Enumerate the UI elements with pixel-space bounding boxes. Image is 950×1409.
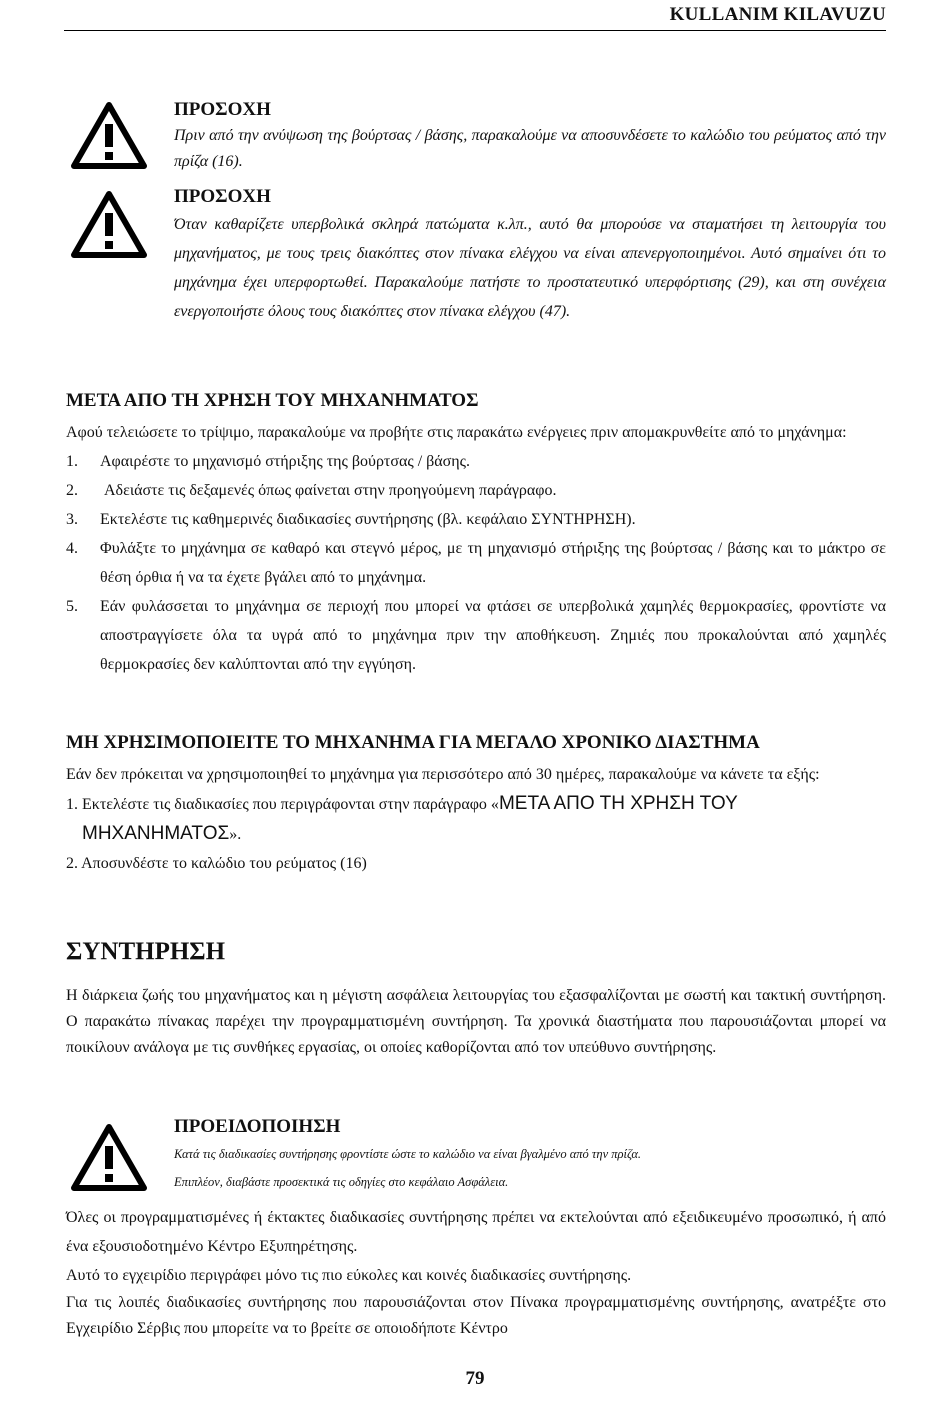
caution-text: Πριν από την ανύψωση της βούρτσας / βάσης, παρακαλούμε να αποσυνδέσετε το καλώδιο του ρεύματος από την πρίζα (16). [174,127,886,170]
after-use-steps [66,447,886,679]
section-heading: ΣΥΝΤΗΡΗΣΗ [66,938,226,965]
warning-text: Κατά τις διαδικασίες συντήρησης φροντίστε ώστε το καλώδιο να είναι βγαλμένο από την πρίζα. [174,1147,642,1161]
list-item: 4. Φυλάξτε το μηχάνημα σε καθαρό και στεγνό μέρος, με τη μηχανισμό στήριξης της βούρτσας / βάσης και το μάκτρο σε θέση όρθια ή να τα έχετε βγάλει από το μηχάνημα. [66,540,886,586]
warning-title: ΠΡΟΕΙΔΟΠΟΙΗΣΗ [174,1116,341,1137]
section-intro: Εάν δεν πρόκειται να χρησιμοποιηθεί το μηχάνημα για περισσότερο από 30 ημέρες, παρακαλούμε να κάνετε τα εξής: [66,766,820,783]
caution-block-1 [174,97,886,175]
page-number: 79 [465,1368,485,1389]
warning-text: Επιπλέον, διαβάστε προσεκτικά τις οδηγίες στο κεφάλαιο Ασφάλεια. [174,1175,509,1189]
long-storage-steps [66,789,886,878]
caution-title: ΠΡΟΣΟΧΗ [174,186,271,207]
list-item: 2. Αποσυνδέστε το καλώδιο του ρεύματος (16) [66,855,367,872]
caution-block-2 [174,184,886,326]
list-item: 2. Αδειάστε τις δεξαμενές όπως φαίνεται στην προηγούμενη παράγραφο. [66,482,557,499]
warning-triangle-icon [70,1122,148,1192]
paragraph: Όλες οι προγραμματισμένες ή έκτακτες διαδικασίες συντήρησης πρέπει να εκτελούνται από εξειδικευμένο προσωπικό, ή από ένα εξουσιοδοτημένο Κέντρο Εξυπηρέτησης. [66,1209,886,1255]
page-header [64,0,886,31]
closing-text [66,1203,886,1342]
warning-triangle-icon [70,189,148,259]
section-intro: Η διάρκεια ζωής του μηχανήματος και η μέγιστη ασφάλεια λειτουργίας του εξασφαλίζονται με σωστή και τακτική συντήρηση. Ο παρακάτω πίνακας παρέχει την προγραμματισμένη συντήρηση. Τα χρονικά διαστήματα που παρουσιάζονται μπορεί να ποικίλουν ανάλογα με τις συνθήκες εργασίας, οι οποίες καθορίζονται από τον υπεύθυνο συντήρησης. [66,987,886,1056]
section-heading: ΜΕΤΑ ΑΠΟ ΤΗ ΧΡΗΣΗ ΤΟΥ ΜΗΧΑΝΗΜΑΤΟΣ [66,390,479,411]
section-reference: ΜΕΤΑ ΑΠΟ ΤΗ ΧΡΗΣΗ ΤΟΥ ΜΗΧΑΝΗΜΑΤΟΣ [82,793,738,844]
paragraph: Αυτό το εγχειρίδιο περιγράφει μόνο τις πιο εύκολες και κοινές διαδικασίες συντήρησης. [66,1267,632,1284]
after-use-section [66,389,886,679]
manual-title: KULLANIM KILAVUZU [669,4,886,25]
warning-triangle-icon [70,100,148,170]
list-item: 1. Εκτελέστε τις διαδικασίες που περιγράφονται στην παράγραφο «ΜΕΤΑ ΑΠΟ ΤΗ ΧΡΗΣΗ ΤΟΥ ΜΗΧΑΝΗΜΑΤΟΣ». [66,793,738,844]
warning-block [174,1114,886,1196]
paragraph: Για τις λοιπές διαδικασίες συντήρησης που παρουσιάζονται στον Πίνακα προγραμματισμένης συντήρησης, ανατρέξτε στο Εγχειρίδιο Σέρβις που μπορείτε να το βρείτε σε οποιοδήποτε Κέντρο [66,1294,886,1337]
list-item: 1. Αφαιρέστε το μηχανισμό στήριξης της βούρτσας / βάσης. [66,453,470,470]
caution-text: Όταν καθαρίζετε υπερβολικά σκληρά πατώματα κ.λπ., αυτό θα μπορούσε να σταματήσει τη λειτουργία του μηχανήματος, με τους τρεις διακόπτες στον πίνακα ελέγχου να είναι απενεργοποιημένοι. Αυτό σημαίνει ότι το μηχάνημα έχει υπερφορτωθεί. Παρακαλούμε πατήστε το προστατευτικό υπερφόρτισης (29), και στη συνέχεια ενεργοποιήστε όλους τους διακόπτες στον πίνακα ελέγχου (47). [174,216,886,320]
section-heading: ΜΗ ΧΡΗΣΙΜΟΠΟΙΕΙΤΕ ΤΟ ΜΗΧΑΝΗΜΑ ΓΙΑ ΜΕΓΑΛΟ ΧΡΟΝΙΚΟ ΔΙΑΣΤΗΜΑ [66,732,760,753]
list-item: 3. Εκτελέστε τις καθημερινές διαδικασίες συντήρησης (βλ. κεφάλαιο ΣΥΝΤΗΡΗΣΗ). [66,511,636,528]
list-item: 5. Εάν φυλάσσεται το μηχάνημα σε περιοχή που μπορεί να φτάσει σε υπερβολικά χαμηλές θερμοκρασίες, φροντίστε να αποστραγγίσετε όλα τα υγρά από το μηχάνημα πριν την αποθήκευση. Ζημιές που προκαλούνται από χαμηλές θερμοκρασίες δεν καλύπτονται από την εγγύηση. [66,598,886,673]
maintenance-section [66,937,886,1061]
long-storage-section [66,731,886,878]
section-intro: Αφού τελειώσετε το τρίψιμο, παρακαλούμε να προβήτε στις παρακάτω ενέργειες πριν απομακρυνθείτε από το μηχάνημα: [66,424,847,441]
caution-title: ΠΡΟΣΟΧΗ [174,99,271,120]
